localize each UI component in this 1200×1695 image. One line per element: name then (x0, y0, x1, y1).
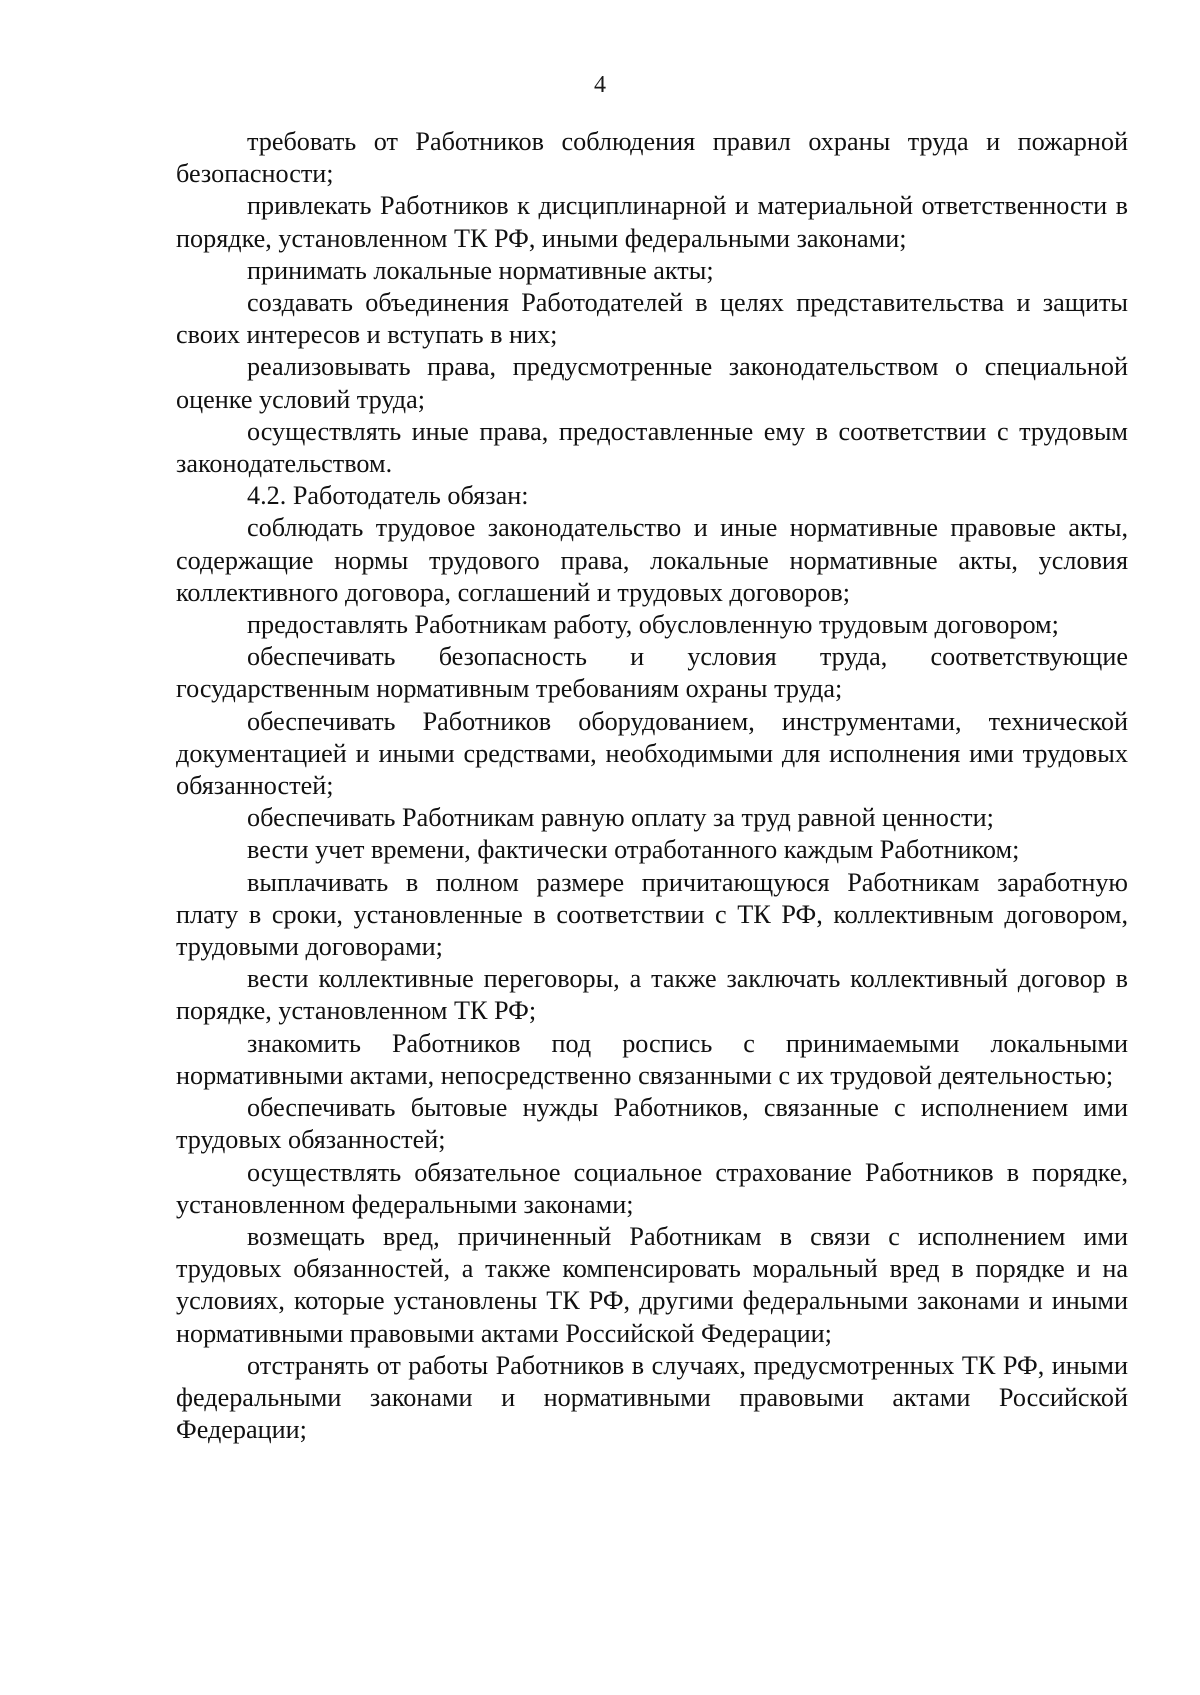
paragraph: отстранять от работы Работников в случаях, предусмотренных ТК РФ, иными федеральными законами и нормативными правовыми актами Российской Федерации; (176, 1350, 1128, 1445)
paragraph: соблюдать трудовое законодательство и иные нормативные правовые акты, содержащие нормы трудового права, локальные нормативные акты, условия коллективного договора, соглашений и трудовых договоров; (176, 513, 1128, 607)
paragraph: принимать локальные нормативные акты; (247, 255, 714, 285)
paragraph: требовать от Работников соблюдения правил охраны труда и пожарной безопасности; (176, 127, 1128, 189)
document-body (176, 126, 1128, 1446)
paragraph: реализовывать права, предусмотренные законодательством о специальной оценке условий труда; (176, 352, 1128, 414)
paragraph: привлекать Работников к дисциплинарной и материальной ответственности в порядке, установленном ТК РФ, иными федеральными законами; (176, 191, 1128, 253)
paragraph: знакомить Работников под роспись с принимаемыми локальными нормативными актами, непосредственно связанными с их трудовой деятельностью; (176, 1028, 1128, 1090)
paragraph: осуществлять обязательное социальное страхование Работников в порядке, установленном федеральными законами; (176, 1157, 1128, 1219)
paragraph: обеспечивать Работников оборудованием, инструментами, технической документацией и иными средствами, необходимыми для исполнения ими трудовых обязанностей; (176, 706, 1128, 801)
paragraph: обеспечивать бытовые нужды Работников, связанные с исполнением ими трудовых обязанностей; (176, 1093, 1128, 1155)
paragraph: создавать объединения Работодателей в целях представительства и защиты своих интересов и вступать в них; (176, 288, 1128, 350)
paragraph: вести учет времени, фактически отработанного каждым Работником; (247, 835, 1020, 865)
paragraph: возмещать вред, причиненный Работникам в связи с исполнением ими трудовых обязанностей, а также компенсировать моральный вред в порядке и на условиях, которые установлены ТК РФ, другими федеральными законами и иными нормативными правовыми актами Российской Федерации; (176, 1221, 1128, 1348)
paragraph: осуществлять иные права, предоставленные ему в соответствии с трудовым законодательством. (176, 416, 1128, 479)
paragraph: выплачивать в полном размере причитающуюся Работникам заработную плату в сроки, установленные в соответствии с ТК РФ, коллективным договором, трудовыми договорами; (176, 867, 1128, 962)
paragraph: предоставлять Работникам работу, обусловленную трудовым договором; (247, 610, 1059, 640)
paragraph: обеспечивать Работникам равную оплату за труд равной ценности; (247, 803, 994, 833)
section-heading: 4.2. Работодатель обязан: (247, 481, 529, 511)
paragraph: обеспечивать безопасность и условия труда, соответствующие государственным нормативным требованиям охраны труда; (176, 642, 1128, 704)
paragraph: вести коллективные переговоры, а также заключать коллективный договор в порядке, установленном ТК РФ; (176, 964, 1128, 1026)
page-number: 4 (594, 72, 606, 98)
